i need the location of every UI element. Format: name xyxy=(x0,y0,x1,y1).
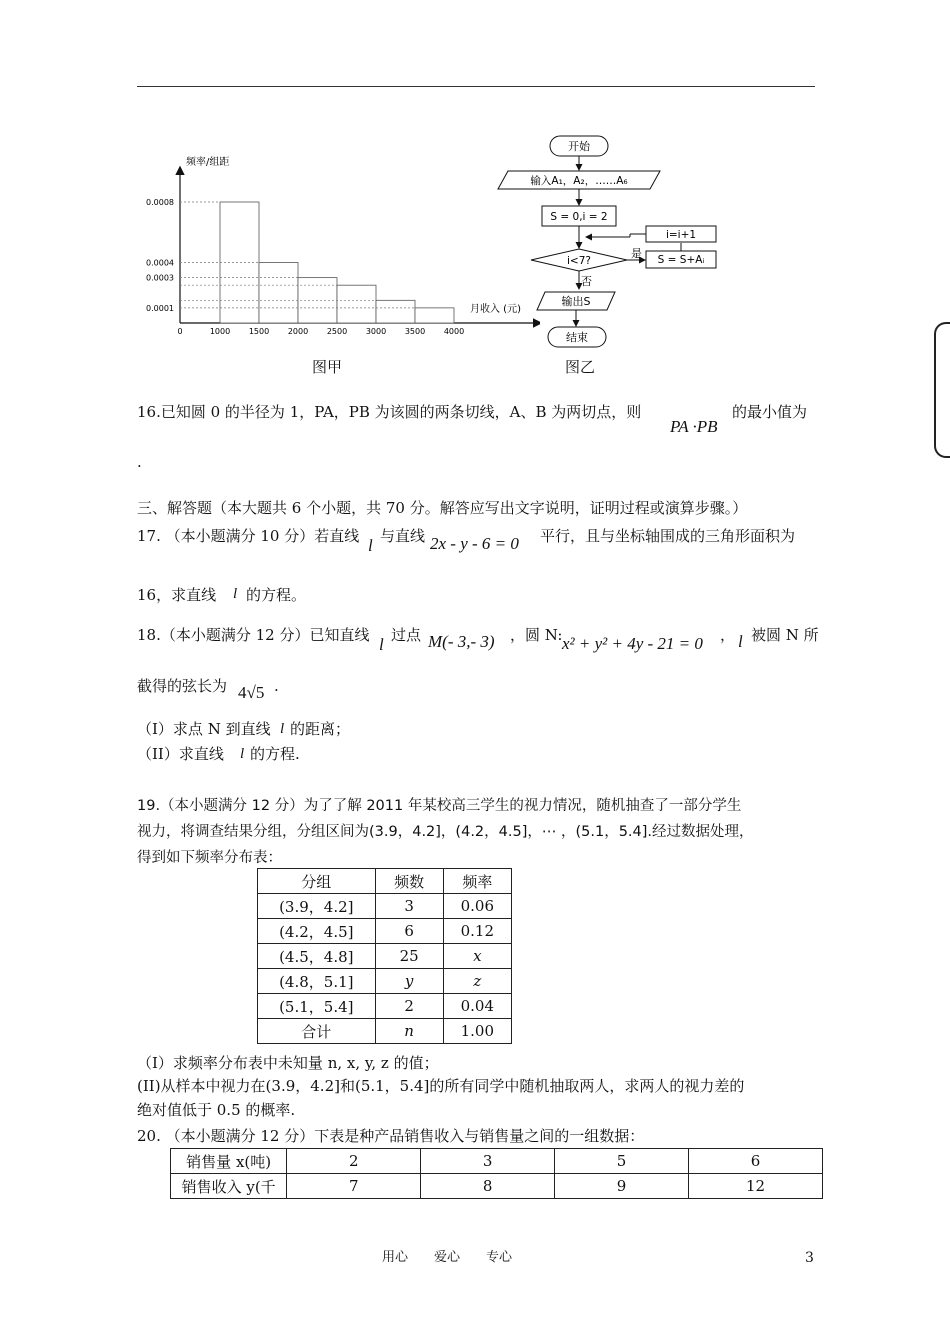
q16-expr: PA ·PB xyxy=(670,417,718,436)
init-label: S = 0,i = 2 xyxy=(550,211,608,223)
table-header-cell: 分组 xyxy=(258,869,376,894)
q18-circle: x² + y² + 4y - 21 = 0 xyxy=(562,634,703,653)
table-cell: 7 xyxy=(287,1174,421,1199)
x-tick-label: 2500 xyxy=(326,327,348,336)
q18-e: 被圆 N 所 xyxy=(751,626,819,644)
table-header-cell: 频率 xyxy=(443,869,511,894)
q18-l2: l xyxy=(738,632,743,651)
q18-point: M(- 3,- 3) xyxy=(428,632,495,651)
q18-l: l xyxy=(379,635,384,654)
table-cell: 8 xyxy=(421,1174,555,1199)
page-number: 3 xyxy=(805,1250,814,1266)
table-row xyxy=(258,994,512,1019)
q17-l: l xyxy=(368,536,373,555)
q19-part1: （I）求频率分布表中未知量 n, x, y, z 的值； xyxy=(137,1054,439,1072)
table-cell: 3 xyxy=(375,894,443,919)
q18-b: 过点 xyxy=(391,626,422,644)
table-cell: (4.8，5.1] xyxy=(258,969,376,994)
table-row xyxy=(258,894,512,919)
q18-d: ， xyxy=(720,626,736,644)
table-cell: 6 xyxy=(689,1149,823,1174)
table-cell: 销售量 x(吨) xyxy=(171,1149,287,1174)
x-axis-label: 月收入 (元) xyxy=(470,304,521,315)
table-cell: 3 xyxy=(421,1149,555,1174)
table-cell: 5 xyxy=(555,1149,689,1174)
table-cell: 销售收入 y(千 xyxy=(171,1174,287,1199)
x-tick-labels xyxy=(177,327,464,336)
sales-table xyxy=(170,1148,823,1199)
x-tick-label: 3000 xyxy=(365,327,387,336)
table-cell: (4.2，4.5] xyxy=(258,919,376,944)
y-tick-label: 0.0001 xyxy=(146,303,174,313)
binding-mark xyxy=(934,322,950,458)
table-cell: 1.00 xyxy=(443,1019,511,1044)
table-cell: 0.04 xyxy=(443,994,511,1019)
q18-c: ，圆 N: xyxy=(510,626,563,644)
table-header-cell: 频数 xyxy=(375,869,443,894)
y-axis-label: 频率/组距 xyxy=(186,157,230,168)
q17-line2b: 的方程。 xyxy=(246,586,307,604)
start-label: 开始 xyxy=(568,140,590,153)
no-label: 否 xyxy=(581,275,592,288)
x-tick-label: 1500 xyxy=(248,327,270,336)
table-cell: z xyxy=(443,969,511,994)
q19-line2: 视力，将调查结果分组，分组区间为(3.9，4.2]，(4.2，4.5]，⋯ ，(5.1，5.4].经过数据处理， xyxy=(137,824,754,840)
q18-line2: 截得的弦长为 xyxy=(137,677,228,695)
frequency-table xyxy=(257,868,512,1044)
q17-l2: l xyxy=(233,586,238,602)
q18-p2a: （II）求直线 xyxy=(137,745,224,763)
q16-dot: . xyxy=(137,453,142,471)
q18-a: 18.（本小题满分 12 分）已知直线 xyxy=(137,626,370,644)
histogram-figure xyxy=(140,140,540,350)
section3-heading: 三、解答题（本大题共 6 个小题，共 70 分。解答应写出文字说明，证明过程或演算步骤。） xyxy=(137,499,748,517)
histogram-bar xyxy=(337,285,376,323)
q18-p1a: （I）求点 N 到直线 xyxy=(137,720,271,738)
q17-c: 平行，且与坐标轴围成的三角形面积为 xyxy=(540,527,796,545)
q18-len: 4√5 xyxy=(238,683,265,702)
table-cell: 合计 xyxy=(258,1019,376,1044)
q19-part2: (II)从样本中视力在(3.9，4.2]和(5.1，5.4]的所有同学中随机抽取两人，求两人的视力差的 xyxy=(137,1077,745,1095)
header-rule xyxy=(137,86,815,87)
condition-label: i<7? xyxy=(567,255,591,267)
update-s-label: S = S+Aᵢ xyxy=(657,254,705,266)
table-row xyxy=(171,1174,823,1199)
table-cell: 6 xyxy=(375,919,443,944)
histogram-bar xyxy=(415,308,454,323)
table-cell: 12 xyxy=(689,1174,823,1199)
y-tick-labels xyxy=(146,198,174,313)
y-tick-label: 0.0004 xyxy=(146,258,174,268)
x-tick-label: 4000 xyxy=(443,327,465,336)
table-cell: 0.12 xyxy=(443,919,511,944)
q19-line3: 得到如下频率分布表： xyxy=(137,850,282,866)
q17-eq: 2x - y - 6 = 0 xyxy=(430,534,519,553)
table-cell: y xyxy=(375,969,443,994)
figure1-caption: 图甲 xyxy=(312,358,343,376)
x-tick-label: 2000 xyxy=(287,327,309,336)
q16-text: 16.已知圆 0 的半径为 1，PA，PB 为该圆的两条切线，A、B 为两切点，则 xyxy=(137,403,642,421)
histogram-bars xyxy=(180,202,454,323)
table-cell: (4.5，4.8] xyxy=(258,944,376,969)
table-row xyxy=(258,919,512,944)
table-cell: 2 xyxy=(375,994,443,1019)
end-label: 结束 xyxy=(566,331,588,344)
table-cell: x xyxy=(443,944,511,969)
table-cell: 9 xyxy=(555,1174,689,1199)
table-cell: 0.06 xyxy=(443,894,511,919)
q18-p1b: 的距离； xyxy=(290,720,351,738)
q18-p2-l: l xyxy=(240,746,245,762)
table-cell: 25 xyxy=(375,944,443,969)
q19-part3: 绝对值低于 0.5 的概率. xyxy=(137,1101,296,1119)
x-tick-label: 3500 xyxy=(404,327,426,336)
q17-a: 17. （本小题满分 10 分）若直线 xyxy=(137,527,360,545)
footer-text: 用心 爱心 专心 xyxy=(382,1250,513,1265)
q20-intro: 20. （本小题满分 12 分）下表是种产品销售收入与销售量之间的一组数据： xyxy=(137,1127,645,1145)
q18-p1-l: l xyxy=(280,721,285,737)
figure2-caption: 图乙 xyxy=(565,358,596,376)
y-tick-label: 0.0008 xyxy=(146,198,174,207)
q17-b: 与直线 xyxy=(380,527,426,545)
yes-label: 是 xyxy=(631,247,642,260)
table-row xyxy=(258,1019,512,1044)
q16-tail: 的最小值为 xyxy=(732,403,808,421)
output-label: 输出S xyxy=(561,295,591,308)
table-row xyxy=(258,944,512,969)
table-cell: 2 xyxy=(287,1149,421,1174)
table-cell: (3.9，4.2] xyxy=(258,894,376,919)
q18-dot: . xyxy=(274,677,279,695)
input-label: 输入A₁，A₂，……A₆ xyxy=(530,175,628,187)
table-header-row xyxy=(258,869,512,894)
y-tick-label: 0.0003 xyxy=(146,273,174,283)
table-row xyxy=(258,969,512,994)
q17-line2: 16，求直线 xyxy=(137,586,217,604)
q19-line1: 19.（本小题满分 12 分）为了了解 2011 年某校高三学生的视力情况，随机抽查了一部分学生 xyxy=(137,798,742,814)
histogram-bar xyxy=(376,300,415,323)
flowchart-figure xyxy=(490,130,730,350)
update-i-label: i=i+1 xyxy=(665,229,697,241)
table-cell: n xyxy=(375,1019,443,1044)
histogram-bar xyxy=(259,263,298,324)
table-cell: (5.1，5.4] xyxy=(258,994,376,1019)
table-row xyxy=(171,1149,823,1174)
x-tick-label: 0 xyxy=(177,327,183,336)
x-tick-label: 1000 xyxy=(209,327,231,336)
q18-p2b: 的方程. xyxy=(250,745,300,763)
